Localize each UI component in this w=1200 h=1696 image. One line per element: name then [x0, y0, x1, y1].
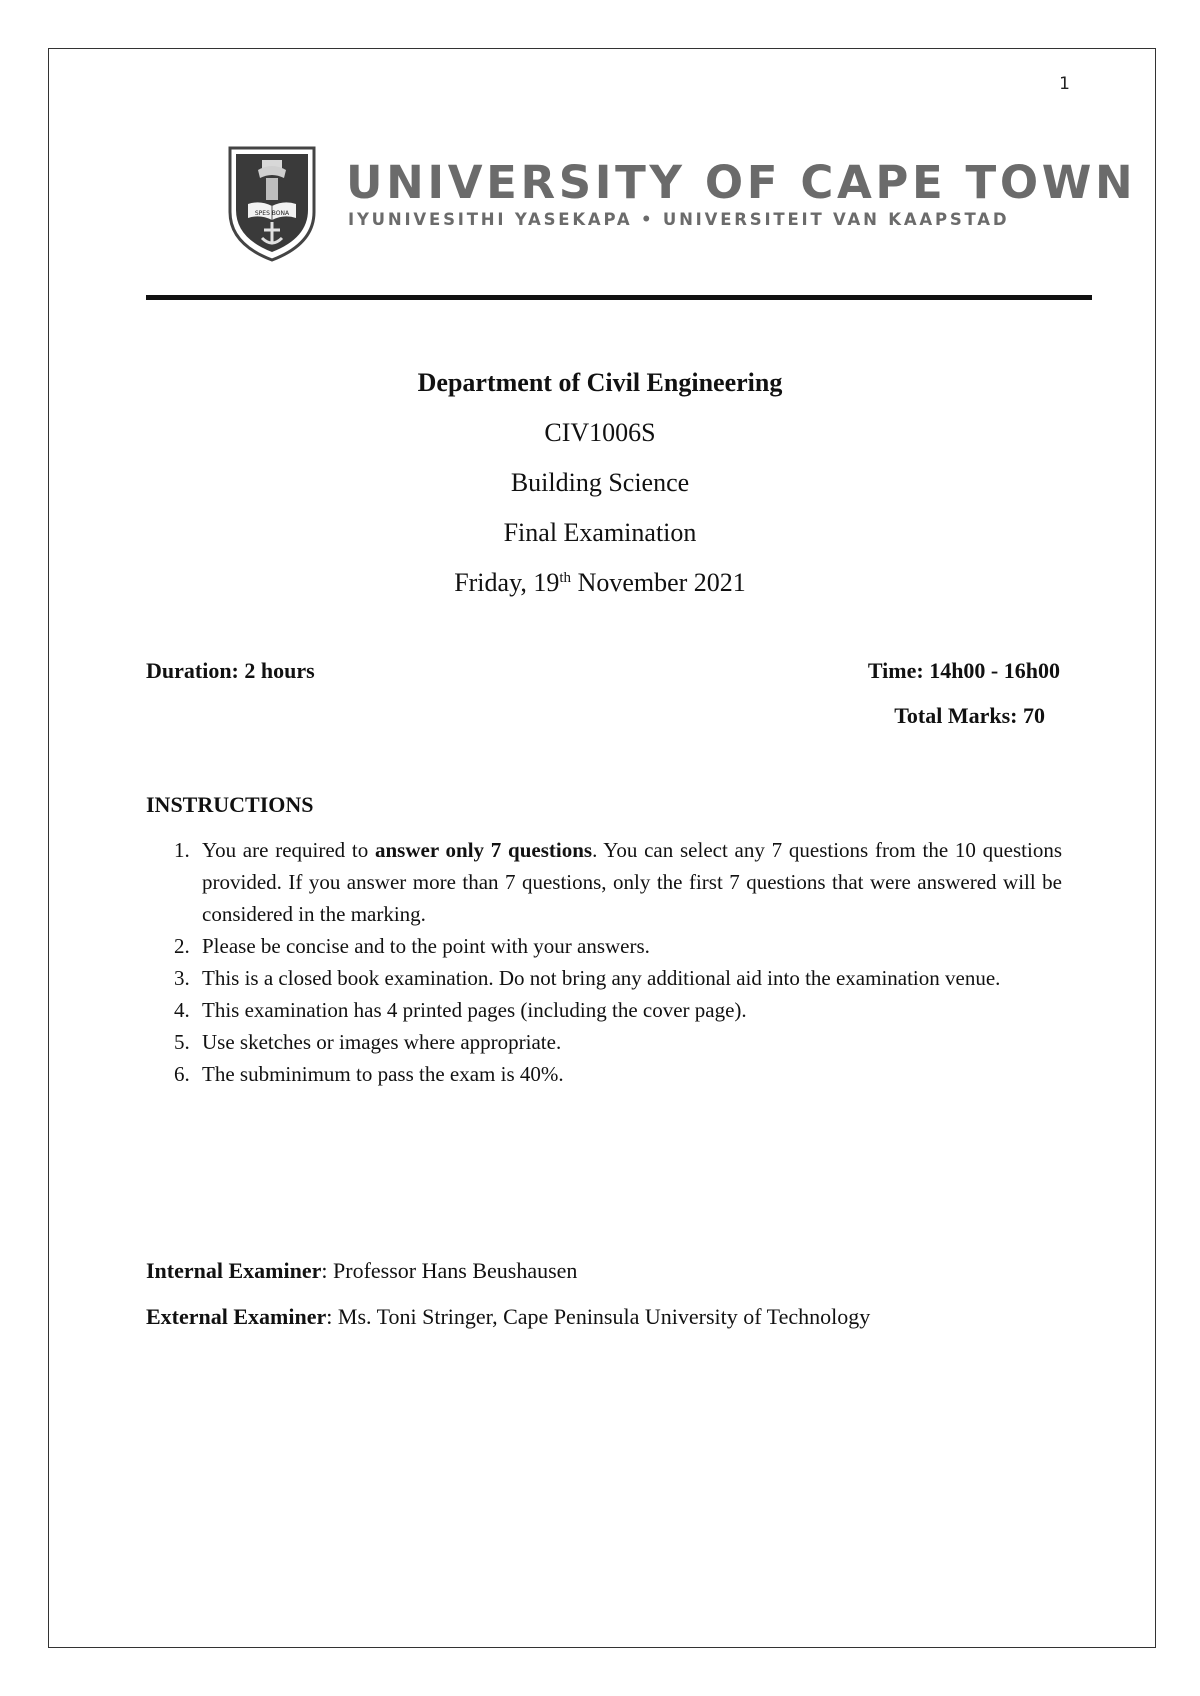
external-examiner-label: External Examiner [146, 1304, 327, 1329]
department-title: Department of Civil Engineering [417, 368, 783, 397]
page-number: 1 [1059, 74, 1070, 94]
crest-motto: SPES BONA [254, 210, 290, 217]
instruction-number: 1. [174, 838, 190, 862]
instruction-item [146, 994, 1062, 1026]
total-marks: Total Marks: 70 [894, 703, 1045, 728]
instruction-number: 2. [174, 934, 190, 958]
instruction-number: 5. [174, 1030, 190, 1054]
instruction-number: 6. [174, 1062, 190, 1086]
instruction-text: You are required to [202, 838, 375, 862]
exam-time: Time: 14h00 - 16h00 [867, 658, 1060, 683]
instruction-text: Use sketches or images where appropriate. [202, 1030, 562, 1054]
instructions-heading: INSTRUCTIONS [146, 792, 314, 817]
instruction-item [146, 930, 1062, 962]
instruction-text: The subminimum to pass the exam is 40%. [202, 1062, 564, 1086]
course-code: CIV1006S [544, 418, 656, 447]
university-name: UNIVERSITY OF CAPE TOWN [346, 156, 1137, 209]
external-examiner [146, 1304, 870, 1330]
instruction-text: . You can select any 7 questions from the 10 questions provided. If you answer more than 7 questions, only the first 7 questions that were answered will be considered in the marking. [202, 838, 1063, 926]
date-rest: November 2021 [571, 568, 746, 597]
duration: Duration: 2 hours [146, 658, 315, 683]
instruction-item [146, 1058, 1062, 1090]
university-subtitle: IYUNIVESITHI YASEKAPA • UNIVERSITEIT VAN KAAPSTAD [348, 210, 1010, 229]
date-prefix: Friday, 19 [454, 568, 560, 597]
internal-examiner-label: Internal Examiner [146, 1258, 322, 1283]
instruction-text: Please be concise and to the point with your answers. [202, 934, 650, 958]
internal-examiner [146, 1258, 577, 1284]
instruction-emphasis: answer only 7 questions [375, 838, 593, 862]
instructions-list [146, 834, 1062, 1090]
exam-type: Final Examination [503, 518, 697, 547]
instruction-text: This examination has 4 printed pages (including the cover page). [202, 998, 747, 1022]
crest-icon [226, 144, 318, 264]
header-divider [146, 295, 1092, 300]
internal-examiner-name: : Professor Hans Beushausen [321, 1258, 578, 1283]
instruction-text: This is a closed book examination. Do not bring any additional aid into the examination venue. [202, 966, 1001, 990]
instruction-number: 4. [174, 998, 190, 1022]
date-suffix: th [559, 570, 572, 586]
external-examiner-name: : Ms. Toni Stringer, Cape Peninsula University of Technology [326, 1304, 871, 1329]
instruction-number: 3. [174, 966, 190, 990]
exam-date [0, 568, 1200, 598]
university-logo [226, 144, 1137, 264]
instruction-item [146, 962, 1062, 994]
course-name: Building Science [510, 468, 690, 497]
instruction-item [146, 1026, 1062, 1058]
instruction-item [146, 834, 1062, 930]
